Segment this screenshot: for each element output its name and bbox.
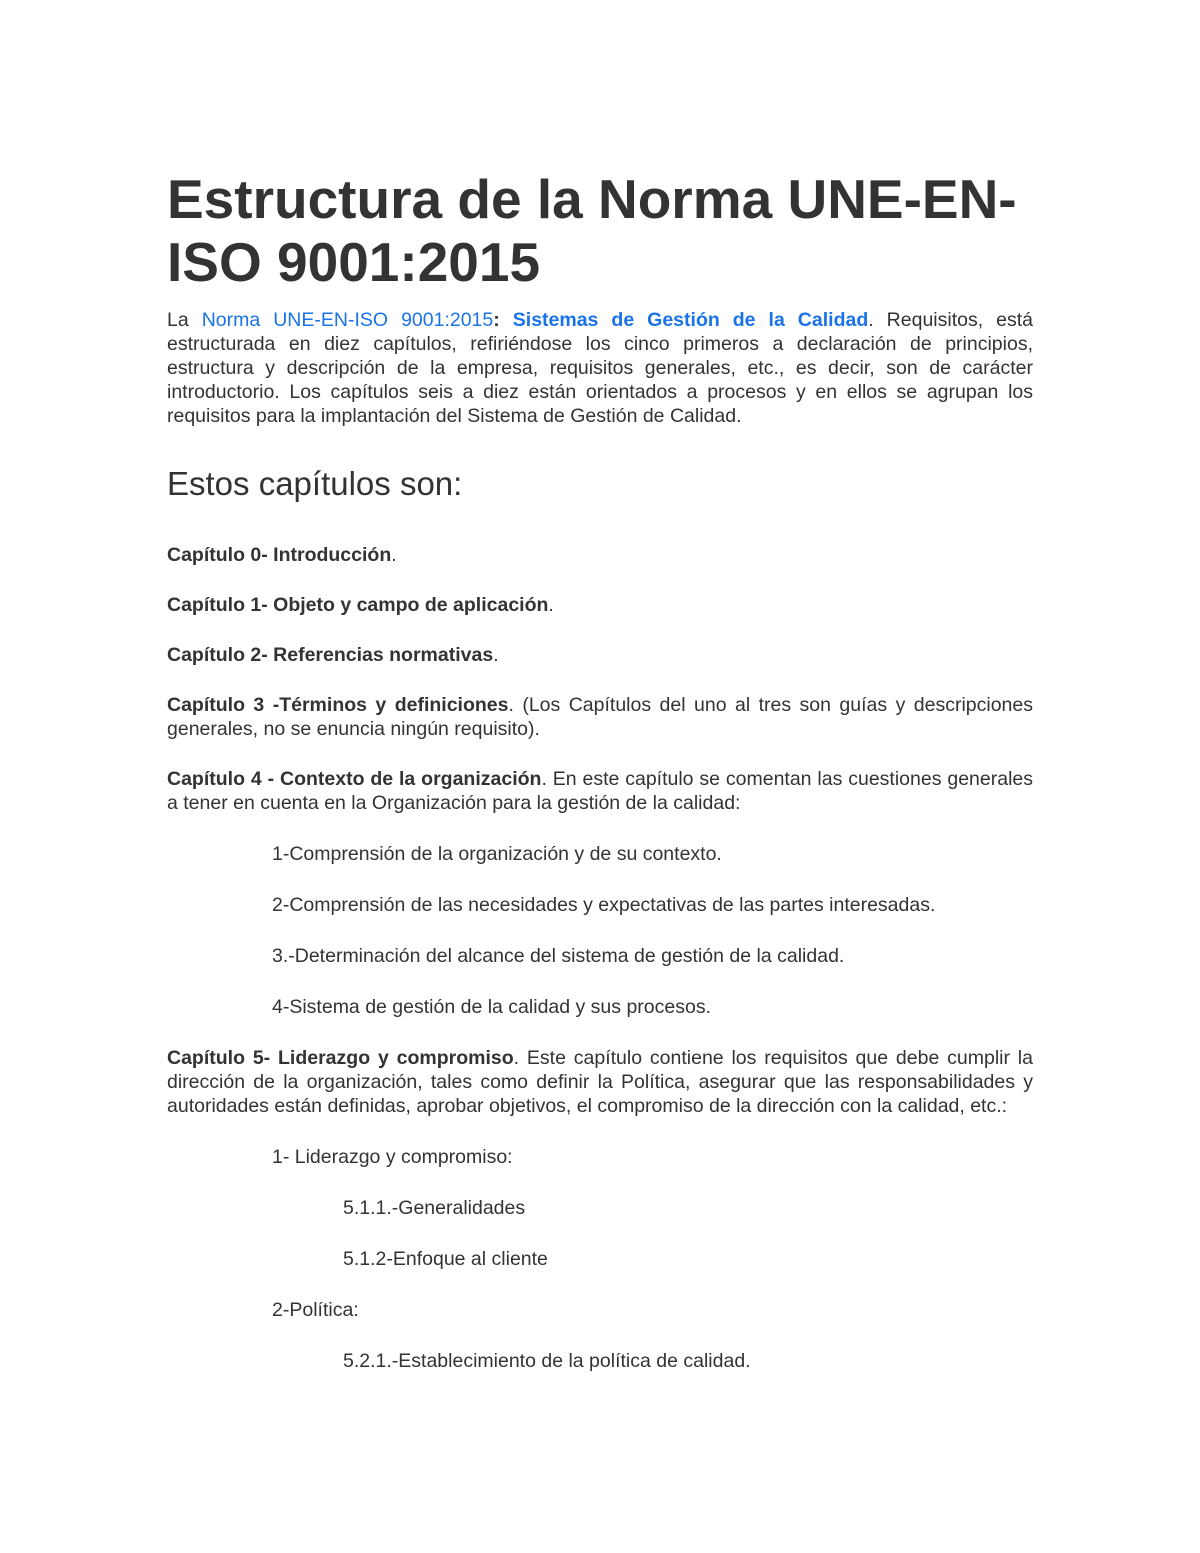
chapter-2-text: . — [493, 644, 499, 666]
norma-link[interactable]: Norma UNE-EN-ISO 9001:2015 — [201, 309, 494, 331]
intro-prefix: La — [167, 309, 202, 331]
chapter-4-item-2: 2-Comprensión de las necesidades y expectativas de las partes interesadas. — [272, 894, 936, 916]
chapter-5 — [167, 1046, 1033, 1118]
chapter-4-text: . En este capítulo se comentan las cuestiones generales a tener en cuenta en la Organización para la gestión de la calidad: — [167, 768, 1033, 814]
chapter-3-title: Capítulo 3 -Términos y definiciones — [167, 694, 509, 716]
intro-rest: . Requisitos, está estructurada en diez capítulos, refiriéndose los cinco primeros a declaración de principios, estructura y descripción de la empresa, requisitos generales, etc., es decir, son de carácter introductorio. Los capítulos seis a diez están orientados a procesos y en ellos se agrupan los requisitos para la implantación del Sistema de Gestión de Calidad. — [167, 309, 1034, 427]
chapter-5-title: Capítulo 5- Liderazgo y compromiso — [167, 1047, 514, 1069]
chapter-5-subitem-2-1: 5.2.1.-Establecimiento de la política de calidad. — [343, 1350, 751, 1372]
chapter-2-title: Capítulo 2- Referencias normativas — [167, 644, 494, 666]
chapter-5-item-2: 2-Política: — [272, 1299, 359, 1321]
chapter-4-item-3: 3.-Determinación del alcance del sistema de gestión de la calidad. — [272, 945, 845, 967]
chapter-2 — [167, 643, 1033, 667]
chapter-5-subitem-1-1: 5.1.1.-Generalidades — [343, 1197, 526, 1219]
chapter-4-title: Capítulo 4 - Contexto de la organización — [167, 768, 542, 790]
chapter-4-item-1: 1-Comprensión de la organización y de su contexto. — [272, 843, 722, 865]
chapter-3 — [167, 693, 1033, 741]
chapter-0-text: . — [391, 544, 397, 566]
intro-colon: : — [493, 309, 513, 331]
chapter-4-item-4: 4-Sistema de gestión de la calidad y sus procesos. — [272, 996, 711, 1018]
sistemas-link[interactable]: Sistemas de Gestión de la Calidad — [512, 309, 869, 331]
chapter-0 — [167, 543, 1033, 567]
page-title: Estructura de la Norma UNE-EN-ISO 9001:2015 — [167, 168, 1017, 293]
document-page — [167, 168, 1033, 1373]
chapter-3-text: . (Los Capítulos del uno al tres son guías y descripciones generales, no se enuncia ningún requisito). — [167, 694, 1033, 740]
intro-paragraph — [167, 308, 1033, 428]
chapter-1-title: Capítulo 1- Objeto y campo de aplicación — [167, 594, 549, 616]
chapter-1 — [167, 593, 1033, 617]
chapter-0-title: Capítulo 0- Introducción — [167, 544, 392, 566]
chapter-4 — [167, 767, 1033, 815]
chapter-5-subitem-1-2: 5.1.2-Enfoque al cliente — [343, 1248, 548, 1270]
chapter-5-item-1: 1- Liderazgo y compromiso: — [272, 1146, 513, 1168]
chapters-subtitle: Estos capítulos son: — [167, 465, 463, 502]
chapter-5-text: . Este capítulo contiene los requisitos que debe cumplir la dirección de la organización, tales como definir la Política, asegurar que las responsabilidades y autoridades están definidas, aprobar objetivos, el compromiso de la dirección con la calidad, etc.: — [167, 1047, 1033, 1117]
chapter-1-text: . — [548, 594, 554, 616]
